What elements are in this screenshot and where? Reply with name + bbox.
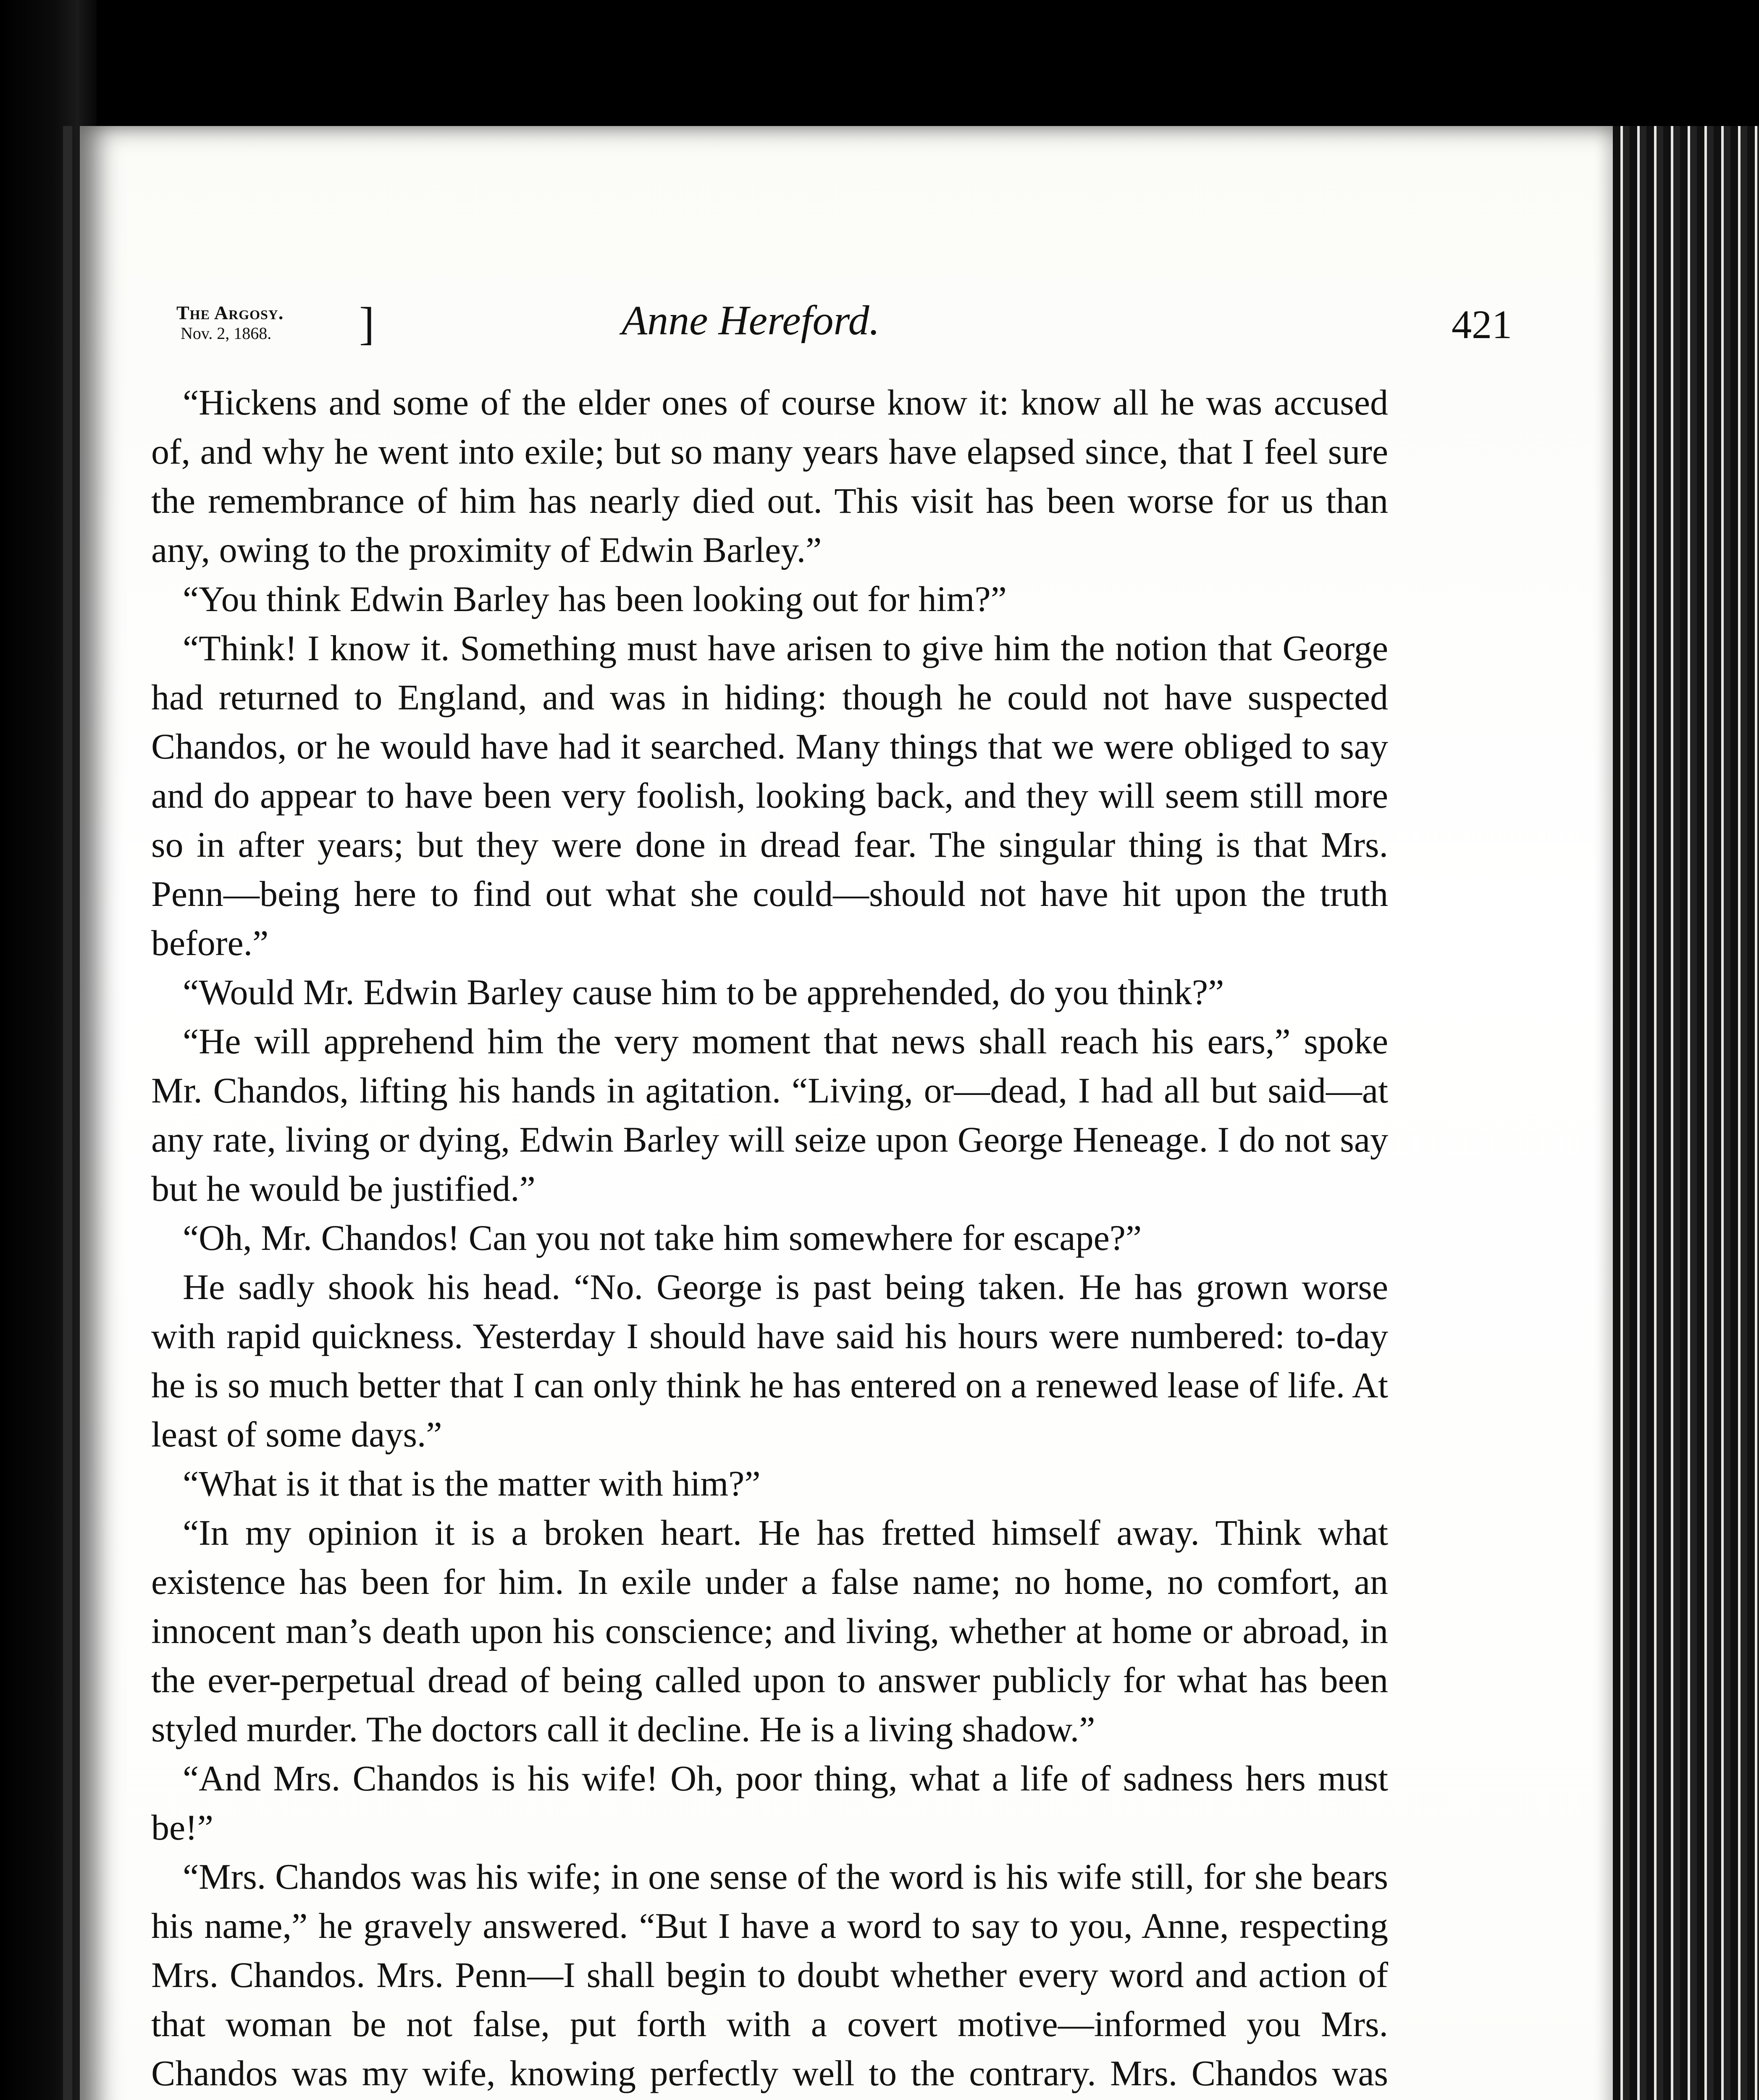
- body-text: [151, 378, 1388, 2100]
- paragraph: “Would Mr. Edwin Barley cause him to be apprehended, do you think?”: [183, 972, 1224, 1012]
- issue-date: Nov. 2, 1868.: [181, 324, 272, 343]
- running-title: Anne Hereford.: [622, 297, 880, 344]
- paragraph: “He will apprehend him the very moment that news shall reach his ears,” spoke Mr. Chandos, lifting his hands in agitation. “Living, or—dead, I had all but said—at any rate, living or dying, Edwin Barley will seize upon George Heneage. I do not say but he would be justified.”: [151, 1021, 1388, 1209]
- page-edges: [1613, 126, 1759, 2100]
- paragraph: “Hickens and some of the elder ones of course know it: know all he was accused of, and why he went into exile; but so many years have elapsed since, that I feel sure the remembrance of him has nearly died out. This visit has been worse for us than any, owing to the proximity of Edwin Barley.”: [151, 382, 1388, 570]
- paragraph: He sadly shook his head. “No. George is past being taken. He has grown worse with rapid quickness. Yesterday I should have said his hours were numbered: to-day he is so much better that I can only think he has entered on a renewed lease of life. At least of some days.”: [151, 1267, 1388, 1454]
- spine-edge: [63, 126, 72, 2100]
- paragraph: “What is it that is the matter with him?”: [183, 1463, 761, 1504]
- header-bracket: ]: [359, 298, 375, 349]
- paragraph: “Oh, Mr. Chandos! Can you not take him somewhere for escape?”: [183, 1218, 1142, 1258]
- running-header: [176, 294, 1520, 361]
- journal-name: The Argosy.: [176, 302, 284, 323]
- page-number: 421: [1452, 302, 1512, 347]
- paragraph: “And Mrs. Chandos is his wife! Oh, poor thing, what a life of sadness hers must be!”: [151, 1758, 1388, 1848]
- paragraph: “Mrs. Chandos was his wife; in one sense of the word is his wife still, for she bears his name,” he gravely answered. “But I have a word to say to you, Anne, respecting Mrs. Chandos. Mrs. Penn—I shall begin to doubt whether every word and action of that woman be not false, put forth with a covert motive—informed you Mrs. Chandos was my wife, knowing perfectly well to the contrary. Mrs. Chandos was: [151, 1856, 1388, 2093]
- paragraph: “In my opinion it is a broken heart. He has fretted himself away. Think what existence has been for him. In exile under a false name; no home, no comfort, an innocent man’s death upon his conscience; and living, whether at home or abroad, in the ever-perpetual dread of being called upon to answer publicly for what has been styled murder. The doctors call it decline. He is a living shadow.”: [151, 1512, 1388, 1749]
- paragraph: “You think Edwin Barley has been looking out for him?”: [183, 579, 1007, 619]
- paragraph: “Think! I know it. Something must have arisen to give him the notion that George had returned to England, and was in hiding: though he could not have suspected Chandos, or he would have had it searched. Many things that we were obliged to say and do appear to have been very foolish, looking back, and they will seem still more so in after years; but they were done in dread fear. The singular thing is that Mrs. Penn—being here to find out what she could—should not have hit upon the truth before.”: [151, 628, 1388, 963]
